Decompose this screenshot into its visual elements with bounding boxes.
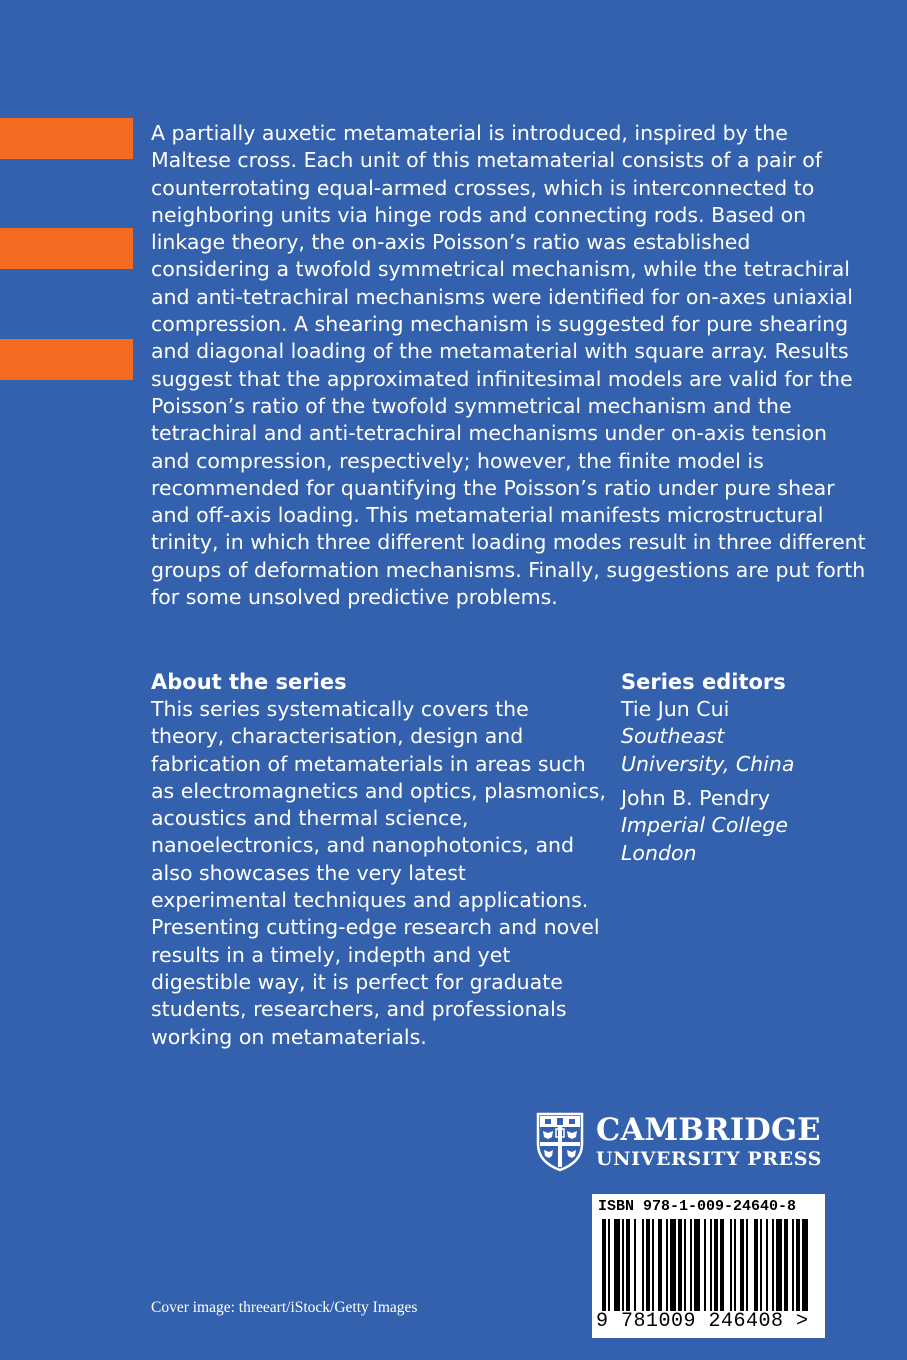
publisher-name: CAMBRIDGE [596, 1112, 821, 1148]
isbn-barcode [592, 1194, 825, 1338]
editor-affiliation: Imperial College London [621, 813, 789, 865]
isbn-label: ISBN 978-1-009-24640-8 [598, 1198, 797, 1215]
barcode-digits: 9 781009 246408 > [596, 1310, 809, 1333]
publisher-logo [536, 1112, 826, 1174]
about-series-text: This series systematically covers the theory, characterisation, design and fabrication of metamaterials in areas such as electromagnetics and optics, plasmonics, acoustics and thermal science, nanoelectronics, and nanophotonics, and also showcases the very latest experimental techniques and applications. Presenting cutting-edge research and novel results in a timely, indepth and yet digestible way, it is perfect for graduate students, researchers, and professionals working on metamaterials. [151, 697, 606, 1049]
editor-name: Tie Jun Cui [621, 697, 730, 721]
series-editor [621, 696, 821, 778]
editor-affiliation: Southeast University, China [621, 724, 795, 776]
series-editor [621, 785, 821, 867]
cover-image-credit: Cover image: threeart/iStock/Getty Images [151, 1299, 418, 1316]
abstract-text: A partially auxetic metamaterial is introduced, inspired by the Maltese cross. Each unit of this metamaterial consists of a pair of counterrotating equal-armed crosses, which is interconnected to neighboring units via hinge rods and connecting rods. Based on linkage theory, the on-axis Poisson’s ratio was established considering a twofold symmetrical mechanism, while the tetrachiral and anti-tetrachiral mechanisms were identified for on-axes uniaxial compression. A shearing mechanism is suggested for pure shearing and diagonal loading of the metamaterial with square array. Results suggest that the approximated infinitesimal models are valid for the Poisson’s ratio of the twofold symmetrical mechanism and the tetrachiral and anti-tetrachiral mechanisms under on-axis tension and compression, respectively; however, the finite model is recommended for quantifying the Poisson’s ratio under pure shear and off-axis loading. This metamaterial manifests microstructural trinity, in which three different loading modes result in three different groups of deformation mechanisms. Finally, suggestions are put forth for some unsolved predictive problems. [151, 121, 866, 610]
orange-accent-bar [0, 118, 133, 159]
about-series-heading: About the series [151, 670, 347, 694]
cambridge-shield-icon [536, 1112, 584, 1172]
editor-name: John B. Pendry [621, 786, 770, 810]
barcode-graphic [598, 1219, 819, 1311]
orange-accent-bar [0, 228, 133, 269]
publisher-subtitle: UNIVERSITY PRESS [596, 1148, 822, 1170]
series-editors-heading: Series editors [621, 670, 786, 694]
orange-accent-bar [0, 339, 133, 380]
